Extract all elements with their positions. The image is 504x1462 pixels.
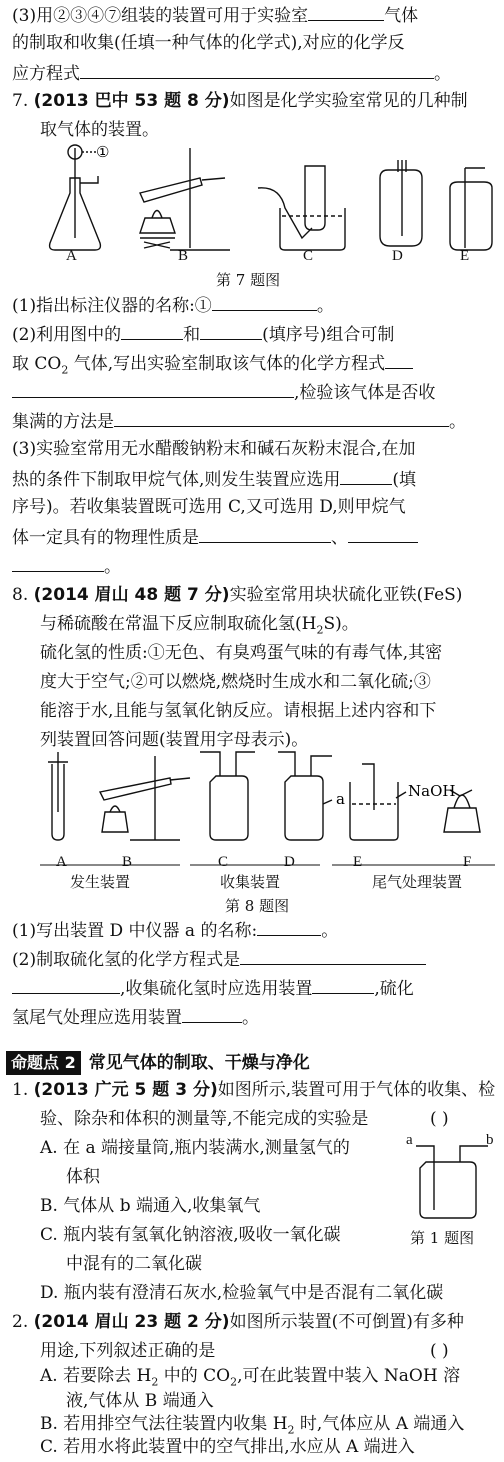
answer-blank[interactable] [114, 406, 449, 427]
s2-option-a[interactable]: A. 若要除去 $H_2$ 中的 $CO_2$,可在此装置中装入 NaOH 溶 [40, 1366, 461, 1389]
q7-stem-2: 取气体的装置。 [40, 120, 159, 140]
label-B: B [178, 248, 189, 264]
q8-s3: 硫化氢的性质:①无色、有臭鸡蛋气味的有毒气体,其密 [40, 643, 443, 663]
group-tail: 尾气处理装置 [372, 873, 463, 891]
fig-label-a: a [406, 1132, 413, 1148]
s2-option-c[interactable]: C. 若用水将此装置中的空气排出,水应从 A 端进入 [40, 1437, 415, 1457]
q8-p2: (2)制取硫化氢的化学方程式是 [12, 944, 426, 975]
q7-p3: 取 $CO_2$ 气体,写出实验室制取该气体的化学方程式 [12, 348, 413, 379]
q7-p5: 集满的方法是 。 [12, 406, 466, 437]
label-C: C [218, 854, 229, 870]
q8-p1: (1)写出装置 D 中仪器 a 的名称: 。 [12, 915, 338, 946]
label-E: E [460, 248, 470, 264]
s1-option-a-2: 体积 [66, 1167, 100, 1187]
s2-answer-paren[interactable]: ( ) [430, 1341, 449, 1361]
s1-answer-paren[interactable]: ( ) [430, 1109, 449, 1129]
q8-figure [40, 752, 500, 844]
label-A: A [66, 248, 77, 264]
bottle-d [380, 170, 422, 246]
section-header [6, 1049, 310, 1075]
fig-label-b: b [486, 1132, 494, 1148]
q8-stem-1: 8. (2014 眉山 48 题 7 分)实验室常用块状硫化亚铁(FeS) [12, 585, 463, 605]
q7-figure [40, 138, 500, 266]
label-a: a [336, 790, 345, 808]
label-D: D [392, 248, 403, 264]
answer-blank[interactable] [257, 915, 321, 936]
label-F: F [463, 854, 472, 870]
s1-stem-2: 验、除杂和体积的测量等,不能完成的实验是 [40, 1109, 369, 1129]
label-naoh: NaOH [408, 782, 456, 800]
answer-blank[interactable] [12, 377, 294, 398]
q7-p7: 热的条件下制取甲烷气体,则发生装置应选用 (填 [12, 464, 416, 495]
s1-option-c-2: 中混有的二氧化碳 [66, 1254, 202, 1274]
answer-blank[interactable] [199, 522, 331, 543]
group-divider [40, 864, 500, 866]
burner-f [444, 808, 480, 832]
group-collect: 收集装置 [220, 873, 281, 891]
q7-p9: 体一定具有的物理性质是 、 [12, 522, 418, 553]
answer-blank[interactable] [182, 1002, 242, 1023]
s1-figure [408, 1140, 498, 1220]
q7-caption: 第 7 题图 [216, 271, 281, 289]
label-D: D [284, 854, 295, 870]
q8-s5: 能溶于水,且能与氢氧化钠反应。请根据上述内容和下 [40, 701, 437, 721]
q8-p3: ,收集硫化氢时应选用装置 ,硫化 [12, 973, 414, 1004]
q8-caption: 第 8 题图 [225, 897, 290, 915]
label-C: C [303, 248, 314, 264]
answer-blank[interactable] [200, 319, 262, 340]
q7-p6: (3)实验室常用无水醋酸钠粉末和碱石灰粉末混合,在加 [12, 439, 416, 459]
s2-option-b[interactable]: B. 若用排空气法往装置内收集 $H_2$ 时,气体应从 A 端通入 [40, 1414, 465, 1437]
q7-p8: 序号)。若收集装置既可选用 C,又可选用 D,则甲烷气 [12, 497, 406, 517]
s1-option-c[interactable]: C. 瓶内装有氢氧化钠溶液,吸收一氧化碳 [40, 1225, 341, 1245]
q8-s6: 列装置回答问题(装置用字母表示)。 [40, 730, 309, 750]
answer-blank[interactable] [348, 522, 418, 543]
label-E: E [353, 854, 363, 870]
s1-caption: 第 1 题图 [410, 1229, 475, 1247]
answer-blank[interactable] [80, 58, 434, 79]
s1-option-b[interactable]: B. 气体从 b 端通入,收集氧气 [40, 1196, 261, 1216]
group-gen: 发生装置 [70, 873, 131, 891]
s1-stem-1: 1. (2013 广元 5 题 3 分)如图所示,装置可用于气体的收集、检 [12, 1080, 496, 1100]
q8-p4: 氢尾气处理应选用装置 。 [12, 1002, 259, 1033]
s2-option-a-2: 液,气体从 B 端通入 [66, 1391, 214, 1411]
bottle-d [285, 776, 323, 840]
answer-blank[interactable] [12, 973, 120, 994]
q6-line-3: 应方程式 。 [12, 58, 451, 89]
answer-blank[interactable] [121, 319, 183, 340]
q7-stem-1: 7. (2013 巴中 53 题 8 分)如图是化学实验室常见的几种制 [12, 91, 468, 111]
s2-stem-1: 2. (2014 眉山 23 题 2 分)如图所示装置(不可倒置)有多种 [12, 1312, 464, 1332]
answer-blank[interactable] [340, 464, 392, 485]
q7-p2: (2)利用图中的 和 (填序号)组合可制 [12, 319, 394, 350]
bottle-c [210, 776, 248, 840]
s1-option-a[interactable]: A. 在 a 端接量筒,瓶内装满水,测量氢气的 [40, 1138, 350, 1158]
q7-p4: ,检验该气体是否收 [12, 377, 435, 408]
section-tag: 命题点 2 [6, 1051, 81, 1075]
q8-stem-2: 与稀硫酸在常温下反应制取硫化氢$(H_2S)$。 [40, 614, 359, 637]
q7-p1: (1)指出标注仪器的名称:① 。 [12, 290, 334, 321]
tube-b [140, 178, 202, 202]
s1-option-d[interactable]: D. 瓶内装有澄清石灰水,检验氧气中是否混有二氧化碳 [40, 1283, 444, 1303]
answer-blank[interactable] [212, 290, 317, 311]
answer-blank[interactable] [385, 348, 413, 369]
section-title: 常见气体的制取、干燥与净化 [88, 1053, 310, 1073]
q8-s4: 度大于空气;②可以燃烧,燃烧时生成水和二氧化硫;③ [40, 672, 431, 692]
label-B: B [122, 854, 133, 870]
q6-line-2: 的制取和收集(任填一种气体的化学式),对应的化学反 [12, 33, 405, 53]
q6-line-1: (3)用②③④⑦组装的装置可用于实验室 气体 [12, 0, 418, 31]
answer-blank[interactable] [312, 973, 374, 994]
answer-blank[interactable] [12, 551, 104, 572]
s2-stem-2: 用途,下列叙述正确的是 [40, 1341, 216, 1361]
circle-marker: ① [96, 143, 110, 161]
label-A: A [56, 854, 67, 870]
answer-blank[interactable] [308, 0, 384, 21]
q7-p10: 。 [12, 551, 121, 582]
bottle-e [450, 182, 492, 250]
answer-blank[interactable] [240, 944, 426, 965]
